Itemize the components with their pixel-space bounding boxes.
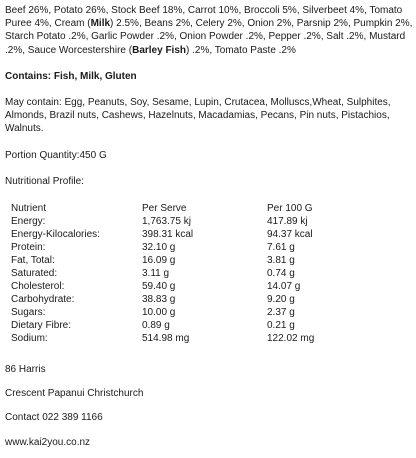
nutrient-name: Sugars: [11, 307, 46, 319]
column-header-nutrient: Nutrient [11, 203, 47, 215]
table-row [11, 241, 377, 254]
table-row [11, 254, 377, 267]
per-serve-value: 514.98 mg [142, 333, 190, 345]
per-100g-value: 122.02 mg [267, 333, 315, 345]
per-serve-value: 10.00 g [142, 307, 176, 319]
portion-quantity: Portion Quantity:450 G [5, 149, 107, 161]
nutrition-heading: Nutritional Profile: [5, 175, 84, 187]
per-100g-value: 7.61 g [267, 242, 295, 254]
per-serve-value: 3.11 g [142, 268, 170, 280]
nutrient-name: Fat, Total: [11, 255, 55, 267]
contact-phone: Contact 022 389 1166 [5, 412, 103, 424]
per-100g-value: 14.07 g [267, 281, 301, 293]
nutrient-name: Sodium: [11, 333, 48, 345]
ingredient-text: Beef 26%, Potato 26%, Stock Beef 18%, Carrot 10%, Broccoli 5%, Silverbeet 4%, Tomato Puree 4%, Cream ( [5, 5, 403, 30]
nutrient-name: Cholesterol: [11, 281, 65, 293]
table-row [11, 306, 377, 319]
per-serve-value: 398.31 kcal [142, 229, 194, 241]
table-row [11, 267, 377, 280]
ingredients-list [5, 4, 413, 57]
table-row [11, 280, 377, 293]
table-row [11, 228, 377, 241]
per-serve-value: 0.89 g [142, 320, 170, 332]
nutrient-name: Energy: [11, 216, 46, 228]
per-100g-value: 3.81 g [267, 255, 295, 267]
table-row [11, 319, 377, 332]
column-header-per-100g: Per 100 G [267, 203, 313, 215]
nutrient-name: Energy-Kilocalories: [11, 229, 100, 241]
address-line-1: 86 Harris [5, 364, 46, 376]
per-100g-value: 2.37 g [267, 307, 295, 319]
nutrient-name: Carbohydrate: [11, 294, 75, 306]
address-line-2: Crescent Papanui Christchurch [5, 388, 144, 400]
contains-allergens: Contains: Fish, Milk, Gluten [5, 70, 137, 82]
nutrition-table [11, 202, 377, 345]
nutrient-name: Protein: [11, 242, 46, 254]
per-serve-value: 38.83 g [142, 294, 176, 306]
nutrition-table-header [11, 202, 377, 215]
nutrition-label-document [5, 4, 413, 449]
table-row [11, 293, 377, 306]
ingredient-text: ) 2.5%, Beans 2%, Celery 2%, Onion 2%, Parsnip 2%, Pumpkin 2%, Starch Potato .2%, Garlic Powder .2%, Onion Powder .2%, Pepper .2%, Salt .2%, Mustard .2%, Sauce Worcestershire ( [5, 18, 413, 56]
per-100g-value: 0.74 g [267, 268, 295, 280]
allergen-highlight: Milk [90, 18, 111, 30]
ingredient-text: ) .2%, Tomato Paste .2% [186, 44, 296, 56]
table-row [11, 332, 377, 345]
per-100g-value: 94.37 kcal [267, 229, 313, 241]
per-serve-value: 32.10 g [142, 242, 176, 254]
allergen-highlight: Barley Fish [132, 44, 187, 56]
per-serve-value: 1,763.75 kj [142, 216, 191, 228]
per-100g-value: 9.20 g [267, 294, 295, 306]
nutrient-name: Saturated: [11, 268, 58, 280]
website-url: www.kai2you.co.nz [5, 436, 91, 448]
per-100g-value: 417.89 kj [267, 216, 308, 228]
may-contain-allergens: May contain: Egg, Peanuts, Soy, Sesame, Lupin, Crutacea, Molluscs,Wheat, Sulphites, Almonds, Brazil nuts, Cashews, Hazelnuts, Macadamias, Pecans, Pin nuts, Pistachios, Walnuts. [5, 97, 391, 135]
nutrient-name: Dietary Fibre: [11, 320, 72, 332]
per-serve-value: 59.40 g [142, 281, 176, 293]
per-100g-value: 0.21 g [267, 320, 295, 332]
per-serve-value: 16.09 g [142, 255, 176, 267]
column-header-per-serve: Per Serve [142, 203, 187, 215]
table-row [11, 215, 377, 228]
